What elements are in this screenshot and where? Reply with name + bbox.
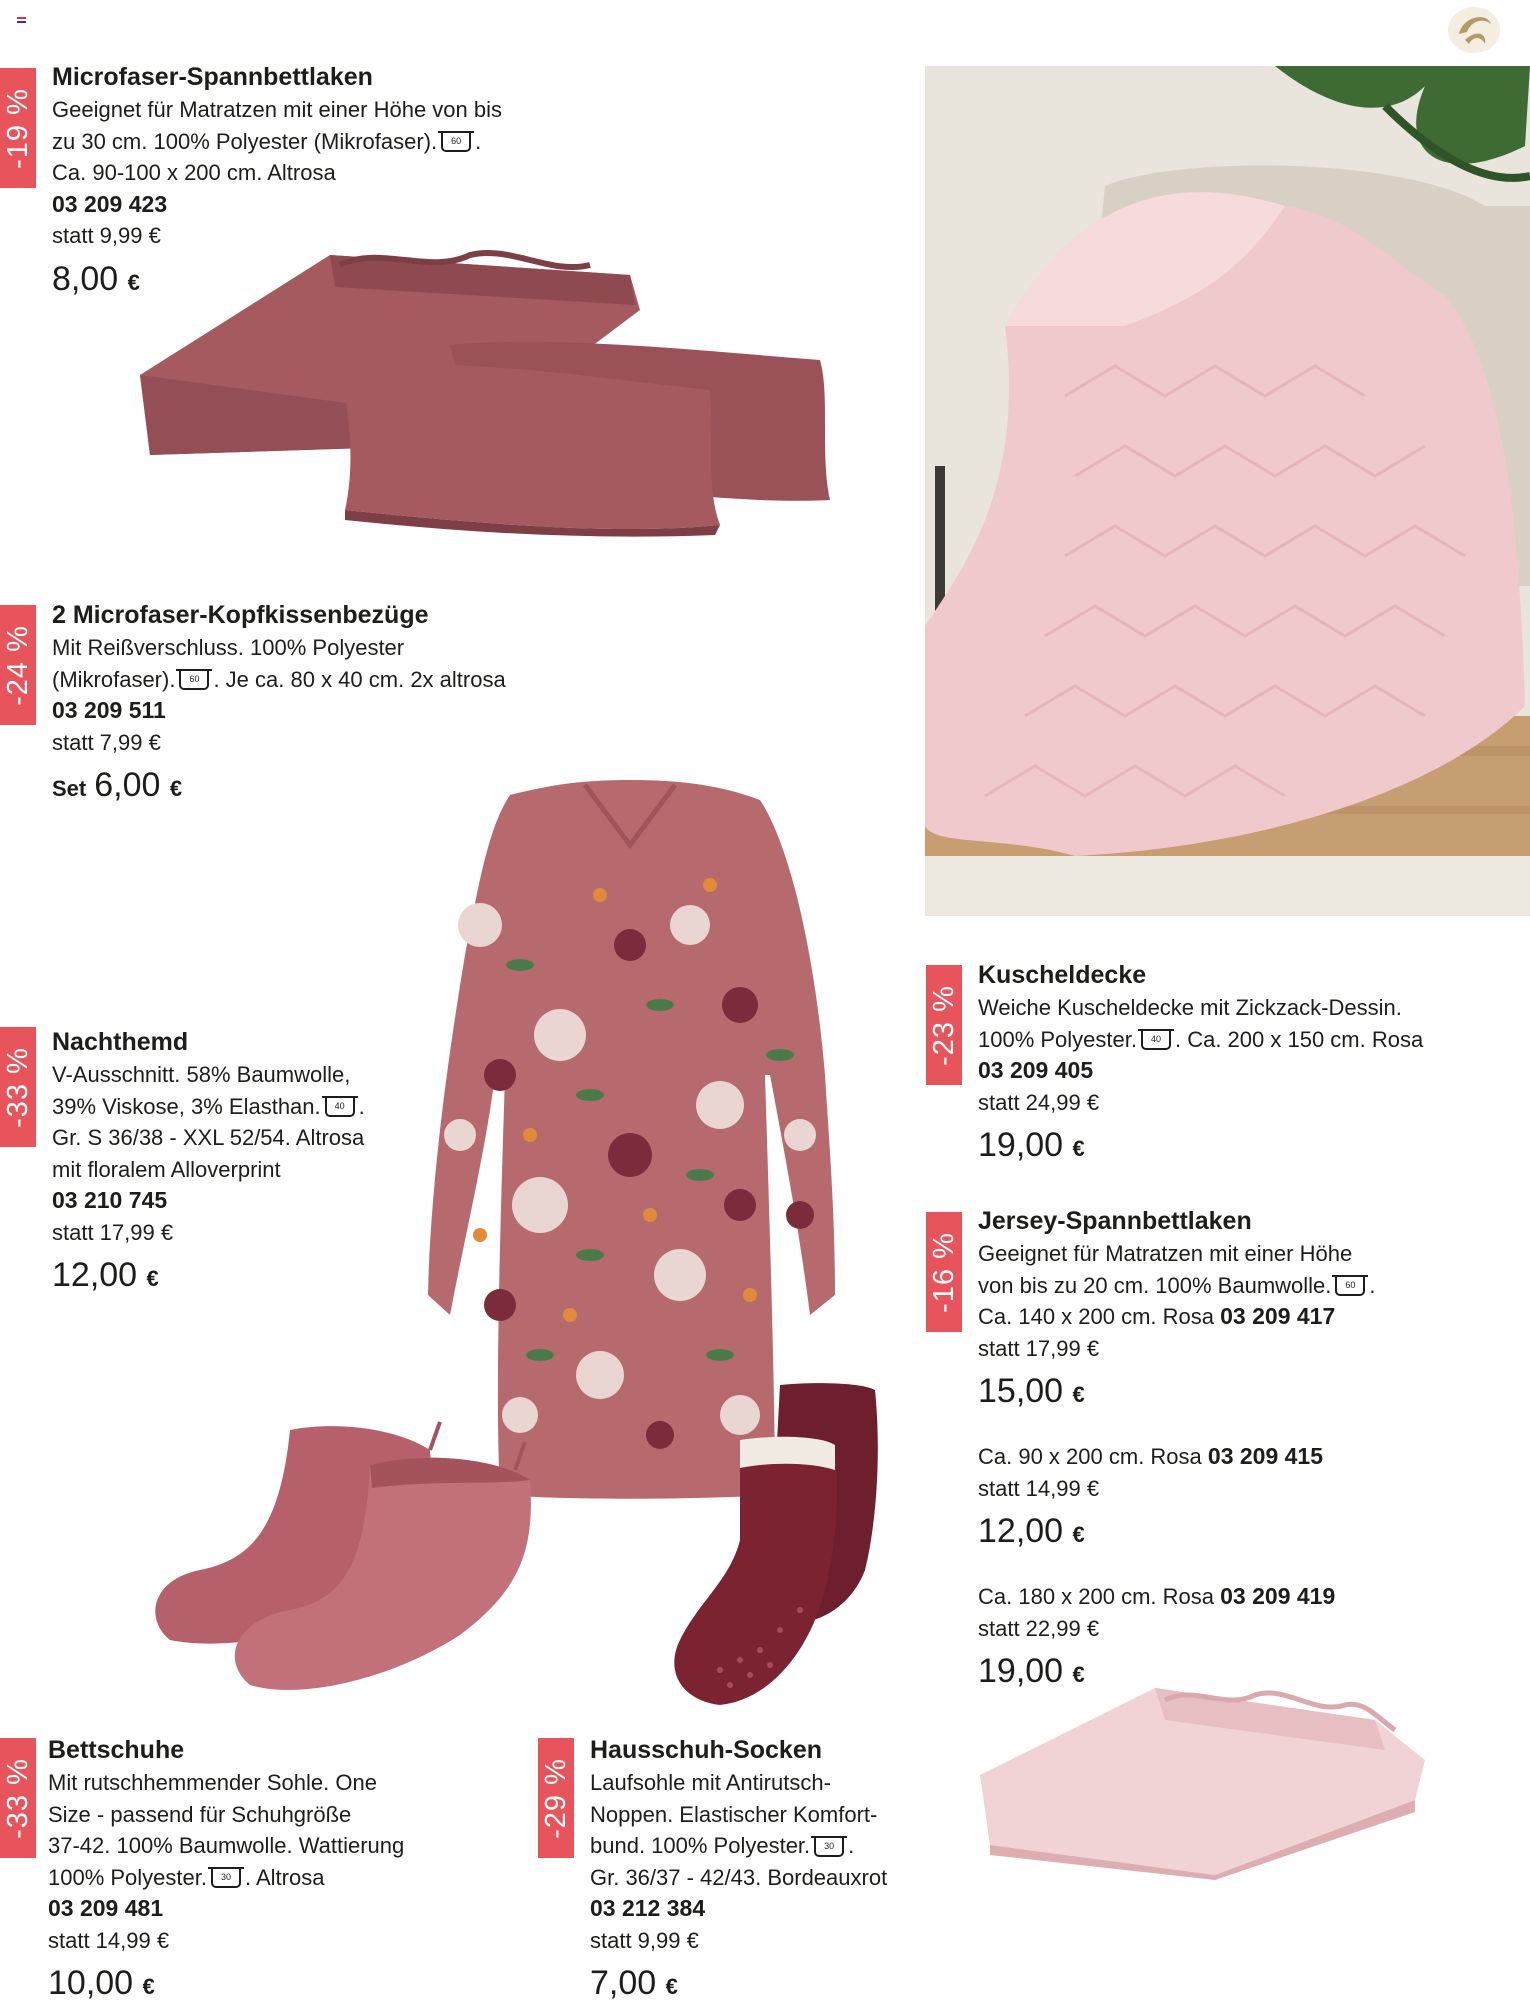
discount-badge: -33 % <box>0 1027 36 1147</box>
product-desc: Geeignet für Matratzen mit einer Höhe von bis <box>52 97 503 122</box>
product-desc: (Mikrofaser). 60 . Je ca. 80 x 40 cm. 2x altrosa <box>52 666 506 692</box>
article-number: 03 209 405 <box>978 1057 1094 1083</box>
product-desc: Noppen. Elastischer Komfort- <box>590 1801 878 1827</box>
old-price: statt 14,99 € <box>48 1927 170 1953</box>
wash-30-icon: 30 <box>211 1869 241 1888</box>
variant-desc: Ca. 180 x 200 cm. Rosa 03 209 419 <box>978 1583 1336 1609</box>
product-desc: Gr. 36/37 - 42/43. Bordeauxrot <box>590 1864 888 1890</box>
product-title: Microfaser-Spannbettlaken <box>52 63 373 91</box>
price: 12,00 € <box>52 1256 159 1294</box>
product-title: Hausschuh-Socken <box>590 1736 823 1764</box>
house-socks-image <box>660 1380 890 1710</box>
price: 10,00 € <box>48 1964 155 2002</box>
old-price: statt 17,99 € <box>978 1335 1100 1361</box>
wash-60-icon: 60 <box>179 671 209 690</box>
article-number: 03 212 384 <box>590 1895 706 1921</box>
product-desc: 100% Polyester. 30 . Altrosa <box>48 1864 325 1890</box>
price: 8,00 € <box>52 259 140 298</box>
product-desc: von bis zu 20 cm. 100% Baumwolle. 60 . <box>978 1272 1376 1298</box>
old-price: statt 22,99 € <box>978 1615 1100 1641</box>
product-desc: Ca. 90-100 x 200 cm. Altrosa <box>52 160 336 185</box>
product-title: Bettschuhe <box>48 1736 185 1764</box>
product-desc: Mit rutschhemmender Sohle. One <box>48 1770 377 1795</box>
price: 15,00 € <box>978 1372 1085 1410</box>
price: 19,00 € <box>978 1652 1085 1690</box>
flag-icon <box>17 17 26 25</box>
discount-badge: -23 % <box>926 965 962 1085</box>
wash-30-icon: 30 <box>814 1838 844 1857</box>
product-desc: Ca. 140 x 200 cm. Rosa 03 209 417 <box>978 1303 1336 1329</box>
product-nachthemd <box>52 1025 422 1303</box>
product-title: 2 Microfaser-Kopfkissenbezüge <box>52 601 429 629</box>
bed-shoes-image <box>140 1410 540 1710</box>
old-price: statt 9,99 € <box>52 223 161 248</box>
product-title: Nachthemd <box>52 1028 189 1056</box>
old-price: statt 14,99 € <box>978 1475 1100 1501</box>
discount-badge: -33 % <box>0 1738 36 1858</box>
variant-desc: Ca. 90 x 200 cm. Rosa 03 209 415 <box>978 1443 1324 1469</box>
product-desc: Gr. S 36/38 - XXL 52/54. Altrosa <box>52 1125 365 1150</box>
article-number: 03 209 511 <box>52 697 166 723</box>
price: Set 6,00 € <box>52 766 183 804</box>
article-number: 03 209 419 <box>1220 1583 1336 1609</box>
product-desc: mit floralem Alloverprint <box>52 1156 281 1182</box>
article-number: 03 209 481 <box>48 1895 164 1921</box>
article-number: 03 210 745 <box>52 1187 168 1213</box>
old-price: statt 24,99 € <box>978 1089 1100 1115</box>
product-desc: V-Ausschnitt. 58% Baumwolle, <box>52 1062 351 1087</box>
product-bettschuhe <box>48 1733 478 2011</box>
product-title: Jersey-Spannbettlaken <box>978 1207 1252 1235</box>
price: 7,00 € <box>590 1964 678 2002</box>
product-jersey-spannbettlaken <box>978 1204 1518 1699</box>
old-price: statt 9,99 € <box>590 1927 699 1953</box>
discount-badge: -24 % <box>0 605 36 725</box>
article-number: 03 209 415 <box>1207 1443 1324 1469</box>
wash-40-icon: 40 <box>1141 1031 1171 1050</box>
product-desc: 37-42. 100% Baumwolle. Wattierung <box>48 1833 405 1858</box>
product-desc: Mit Reißverschluss. 100% Polyester <box>52 635 405 660</box>
product-desc: Geeignet für Matratzen mit einer Höhe <box>978 1241 1353 1266</box>
wash-40-icon: 40 <box>325 1098 355 1117</box>
old-price: statt 7,99 € <box>52 729 161 755</box>
product-desc: Size - passend für Schuhgröße <box>48 1801 352 1827</box>
wash-60-icon: 60 <box>441 133 471 152</box>
discount-badge: -29 % <box>538 1738 574 1858</box>
fitted-sheet-pillows-image <box>130 235 850 615</box>
product-hausschuh-socken <box>590 1733 950 2011</box>
product-desc: Weiche Kuscheldecke mit Zickzack-Dessin. <box>978 995 1402 1020</box>
tchibo-bean-logo-icon <box>1445 4 1503 56</box>
blanket-on-sofa-image <box>925 66 1530 916</box>
wash-60-icon: 60 <box>1335 1277 1365 1296</box>
price: 19,00 € <box>978 1126 1085 1164</box>
product-kuscheldecke <box>978 958 1518 1173</box>
article-number: 03 209 417 <box>1220 1303 1336 1329</box>
product-title: Kuscheldecke <box>978 961 1147 989</box>
article-number: 03 209 423 <box>52 190 168 217</box>
product-desc: zu 30 cm. 100% Polyester (Mikrofaser). 60 . <box>52 128 482 154</box>
product-desc: bund. 100% Polyester. 30 . <box>590 1833 855 1858</box>
product-desc: 100% Polyester. 40 . Ca. 200 x 150 cm. Rosa <box>978 1026 1424 1052</box>
old-price: statt 17,99 € <box>52 1219 174 1245</box>
discount-badge: -16 % <box>926 1212 962 1332</box>
price: 12,00 € <box>978 1512 1085 1550</box>
pink-fitted-sheet-image <box>975 1680 1435 1880</box>
product-desc: 39% Viskose, 3% Elasthan. 40 . <box>52 1093 365 1119</box>
product-desc: Laufsohle mit Antirutsch- <box>590 1770 831 1795</box>
discount-badge: -19 % <box>0 68 36 188</box>
